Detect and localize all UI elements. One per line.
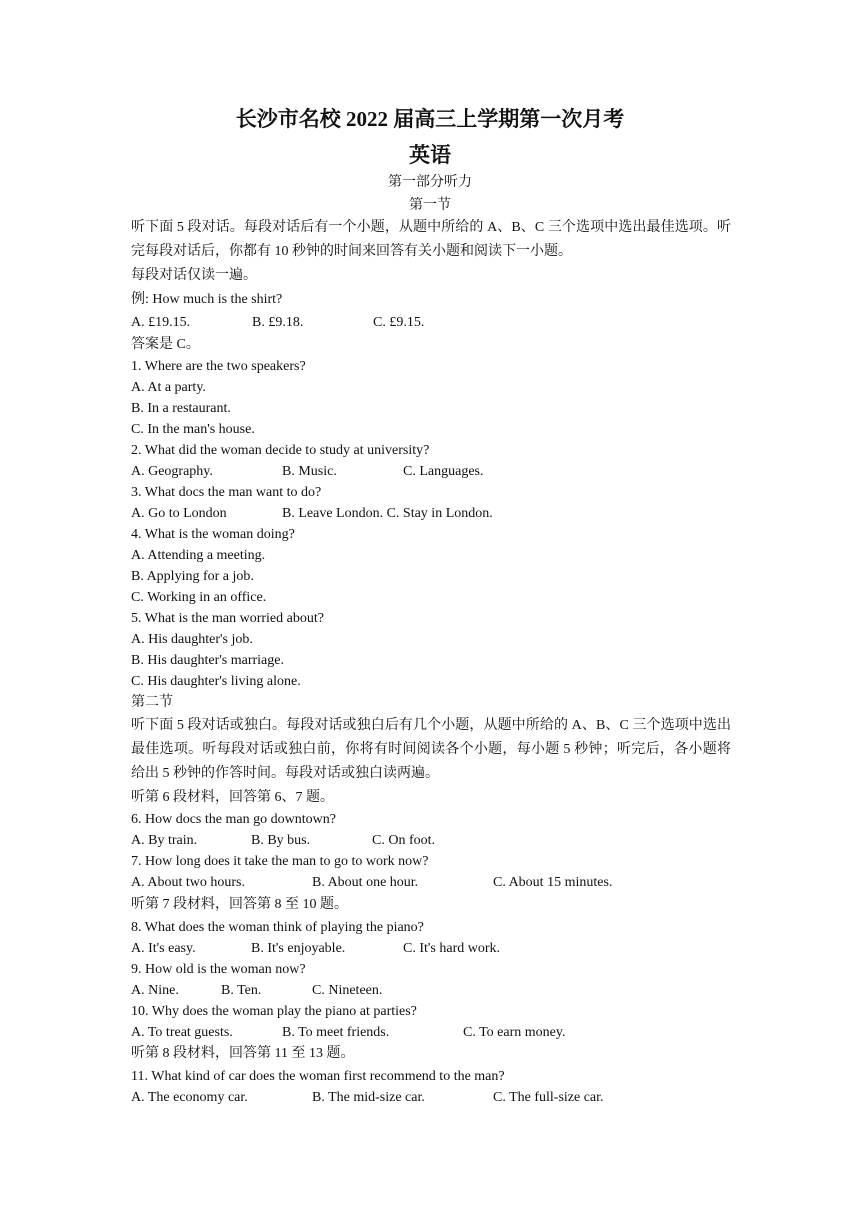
question-2: 2. What did the woman decide to study at university? <box>131 443 430 458</box>
option-a: A. By train. <box>131 833 198 848</box>
option-c: C. £9.15. <box>373 315 425 330</box>
example-answer: 答案是 C。 <box>131 337 200 352</box>
subject-title: 英语 <box>409 143 451 167</box>
option-b: B. Applying for a job. <box>131 569 254 584</box>
question-3: 3. What docs the man want to do? <box>131 485 322 500</box>
option-c: C. Languages. <box>403 464 484 479</box>
option-c: C. About 15 minutes. <box>493 875 613 890</box>
option-b: B. £9.18. <box>252 315 304 330</box>
material-7-note: 听第 7 段材料，回答第 8 至 10 题。 <box>131 897 348 912</box>
material-8-note: 听第 8 段材料，回答第 11 至 13 题。 <box>131 1046 355 1061</box>
material-6-note: 听第 6 段材料，回答第 6、7 题。 <box>131 790 334 805</box>
option-c: C. In the man's house. <box>131 422 255 437</box>
option-a: A. His daughter's job. <box>131 632 253 647</box>
instructions-section-2: 听下面 5 段对话或独白。每段对话或独白后有几个小题，从题中所给的 A、B、C 三个选项中选出最佳选项。听每段对话或独白前，你将有时间阅读各个小题，每小题 5 秒钟；听完后，各小题将给出 5 秒钟的作答时间。每段对话或独白读两遍。 <box>131 718 731 781</box>
option-b: B. In a restaurant. <box>131 401 231 416</box>
option-c: C. His daughter's living alone. <box>131 674 301 689</box>
option-a: A. The economy car. <box>131 1090 248 1105</box>
option-a: A. Geography. <box>131 464 213 479</box>
option-c: C. On foot. <box>372 833 435 848</box>
option-b: B. It's enjoyable. <box>251 941 346 956</box>
question-7: 7. How long does it take the man to go to work now? <box>131 854 429 869</box>
question-11: 11. What kind of car does the woman first recommend to the man? <box>131 1069 505 1084</box>
read-once-note: 每段对话仅读一遍。 <box>131 268 257 283</box>
option-a: A. Nine. <box>131 983 179 998</box>
option-c: C. Nineteen. <box>312 983 383 998</box>
example-question: 例: How much is the shirt? <box>131 292 283 307</box>
question-8: 8. What does the woman think of playing the piano? <box>131 920 424 935</box>
question-6: 6. How docs the man go downtown? <box>131 812 336 827</box>
option-c: C. The full-size car. <box>493 1090 604 1105</box>
option-a: A. It's easy. <box>131 941 196 956</box>
question-10: 10. Why does the woman play the piano at parties? <box>131 1004 417 1019</box>
option-c: C. It's hard work. <box>403 941 501 956</box>
question-4: 4. What is the woman doing? <box>131 527 295 542</box>
instructions-section-1: 听下面 5 段对话。每段对话后有一个小题，从题中所给的 A、B、C 三个选项中选出最佳选项。听完每段对话后，你都有 10 秒钟的时间来回答有关小题和阅读下一小题。 <box>131 220 731 259</box>
option-b: B. To meet friends. <box>282 1025 390 1040</box>
section-heading-2: 第二节 <box>131 695 173 710</box>
option-b: B. Music. <box>282 464 337 479</box>
option-a: A. About two hours. <box>131 875 245 890</box>
option-c: C. Working in an office. <box>131 590 267 605</box>
option-b: B. His daughter's marriage. <box>131 653 284 668</box>
option-a: A. Attending a meeting. <box>131 548 266 563</box>
question-9: 9. How old is the woman now? <box>131 962 306 977</box>
option-a: A. £19.15. <box>131 315 191 330</box>
option-c: C. To earn money. <box>463 1025 566 1040</box>
part-heading: 第一部分听力 <box>388 175 472 190</box>
section-heading-1: 第一节 <box>409 198 451 213</box>
question-1: 1. Where are the two speakers? <box>131 359 306 374</box>
option-a: A. At a party. <box>131 380 206 395</box>
option-b: B. The mid-size car. <box>312 1090 425 1105</box>
option-a: A. To treat guests. <box>131 1025 233 1040</box>
question-5: 5. What is the man worried about? <box>131 611 324 626</box>
option-b: B. By bus. <box>251 833 311 848</box>
option-b-c: B. Leave London. C. Stay in London. <box>282 506 493 521</box>
exam-title: 长沙市名校 2022 届高三上学期第一次月考 <box>235 107 625 131</box>
option-b: B. About one hour. <box>312 875 419 890</box>
option-b: B. Ten. <box>221 983 262 998</box>
option-a: A. Go to London <box>131 506 227 521</box>
